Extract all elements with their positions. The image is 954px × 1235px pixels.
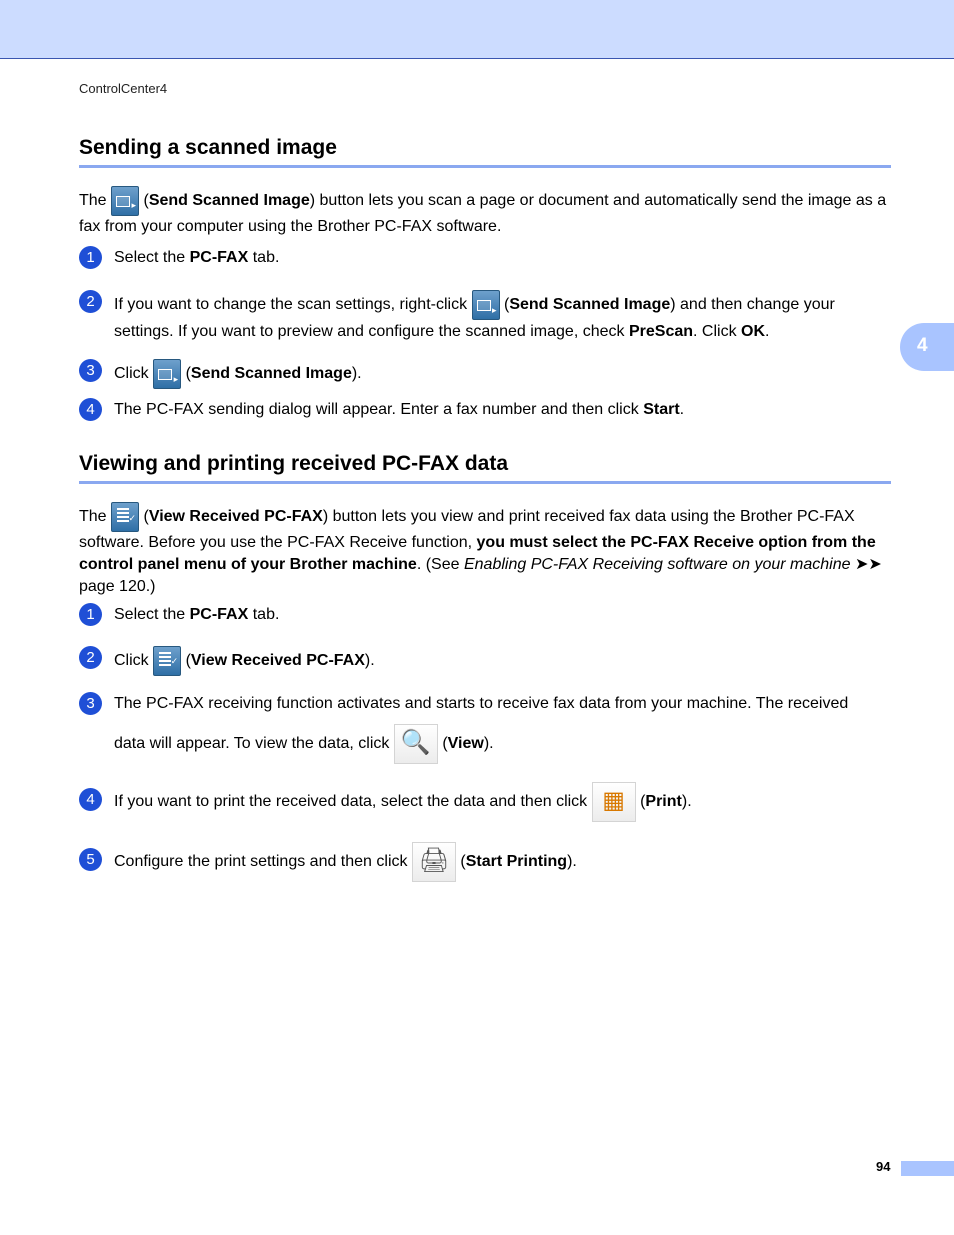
magnifier-view-icon: 🔍 [394, 724, 438, 764]
send-scanned-image-icon [472, 290, 500, 320]
step-item [79, 603, 894, 627]
step-text: Click ▸ (Send Scanned Image). [114, 359, 894, 389]
intro-bold: you must select the PC-FAX Receive option from the control panel menu of your Brother machine [79, 534, 876, 573]
header-band [0, 0, 954, 59]
section1-intro [79, 186, 894, 238]
step-number-badge: 2 [79, 646, 102, 669]
start-printing-icon: 🖨 [412, 842, 456, 882]
step-item [79, 246, 894, 270]
section-heading-viewing: Viewing and printing received PC-FAX data [79, 452, 891, 484]
step-text: The PC-FAX receiving function activates and starts to receive fax data from your machine. The received [114, 695, 849, 712]
intro-bold: View Received PC-FAX [148, 508, 323, 526]
step-text: Select the PC-FAX tab. [114, 606, 280, 623]
running-header: ControlCenter4 [79, 81, 168, 96]
print-icon: ▦ [592, 782, 636, 822]
step-item [79, 290, 894, 344]
intro-text: ) button lets you view and print received fax data using the Brother PC-FAX software. Before you use the PC-FAX Receive function, [79, 508, 855, 551]
step-number-badge: 4 [79, 788, 102, 811]
intro-text: The [79, 192, 107, 210]
send-scanned-image-icon [153, 359, 181, 389]
step-text: Click ✓ (View Received PC-FAX). [114, 646, 894, 676]
view-received-pcfax-icon [153, 646, 181, 676]
step-number-badge: 3 [79, 359, 102, 382]
chapter-tab [900, 323, 954, 371]
footer-bar [901, 1161, 954, 1176]
step-text: data will appear. To view the data, click 🔍 (View). [114, 724, 894, 764]
step-number-badge: 3 [79, 692, 102, 715]
step-number-badge: 1 [79, 246, 102, 269]
intro-bold: Send Scanned Image [148, 192, 310, 210]
step-number-badge: 1 [79, 603, 102, 626]
step-item [79, 782, 894, 822]
intro-text: ) button lets you scan a page or document and automatically send the image as a fax from your computer using the Brother PC-FAX software. [79, 192, 887, 235]
step-number-badge: 4 [79, 398, 102, 421]
step-item [79, 398, 894, 422]
step-text: If you want to change the scan settings, right-click ▸ (Send Scanned Image) and then change your settings. If you want to preview and configure the scanned image, check PreScan. Click OK. [114, 290, 894, 344]
cross-reference-link[interactable]: Enabling PC-FAX Receiving software on your machine [463, 556, 851, 573]
view-received-pcfax-icon [111, 502, 139, 532]
step-item [79, 646, 894, 676]
intro-text: ➤➤ page 120.) [79, 556, 882, 595]
section-heading-sending: Sending a scanned image [79, 136, 891, 168]
send-scanned-image-icon [111, 186, 139, 216]
intro-text: ( [139, 192, 149, 210]
step-item [79, 359, 894, 389]
step-item [79, 842, 894, 882]
step-item [79, 692, 894, 764]
step-text: The PC-FAX sending dialog will appear. Enter a fax number and then click Start. [114, 401, 685, 418]
step-text: If you want to print the received data, select the data and then click ▦ (Print). [114, 782, 894, 822]
intro-text: The [79, 508, 107, 526]
chapter-number: 4 [917, 335, 928, 356]
step-number-badge: 2 [79, 290, 102, 313]
step-number-badge: 5 [79, 848, 102, 871]
step-text: Select the PC-FAX tab. [114, 249, 280, 266]
page-number: 94 [876, 1159, 891, 1174]
intro-text: ( [139, 508, 149, 526]
step-text: Configure the print settings and then click 🖨 (Start Printing). [114, 842, 894, 882]
intro-text: . (See [416, 556, 464, 573]
section2-intro [79, 502, 894, 598]
